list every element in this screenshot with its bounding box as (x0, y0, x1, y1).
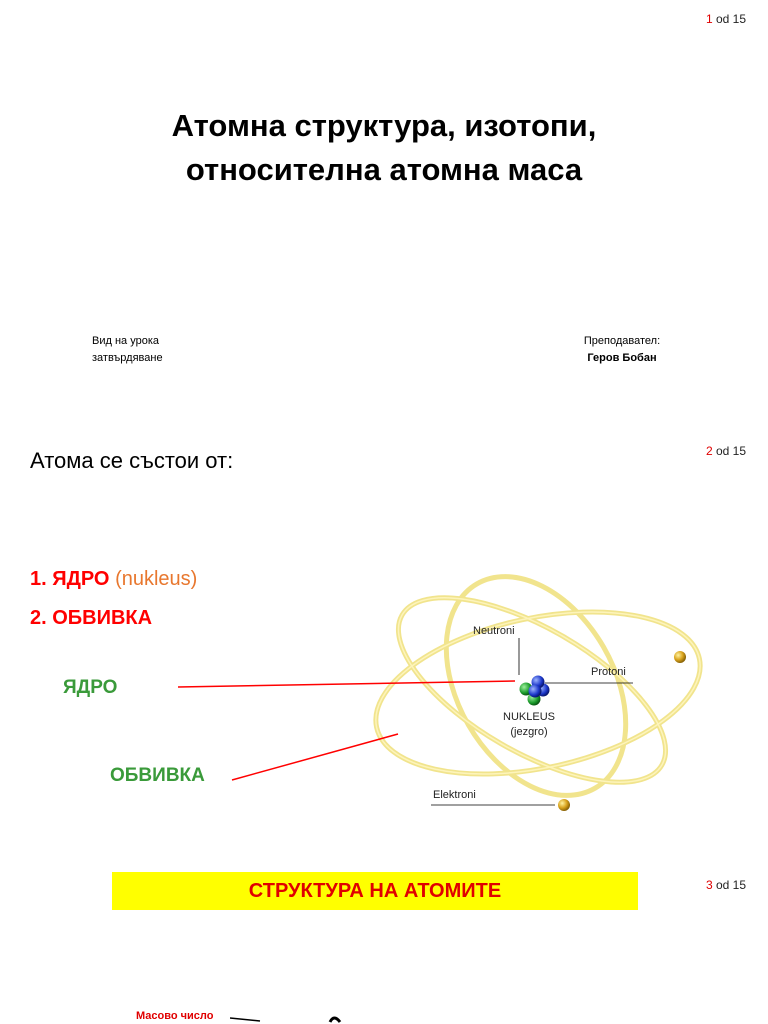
core-item-sub: (nukleus) (115, 568, 198, 590)
lesson-type (92, 333, 163, 367)
core-label: ЯДРО (63, 677, 118, 698)
page-current: 2 (705, 444, 713, 458)
nucleus-icon (520, 676, 550, 706)
slide-1 (0, 0, 768, 420)
list-item-shell: 2. ОБВИВКА (30, 607, 153, 629)
slide-title (0, 104, 768, 192)
page-total: od 15 (712, 12, 746, 26)
page-current: 3 (705, 878, 713, 892)
slide-2 (0, 428, 768, 858)
electron-icon (674, 651, 686, 663)
nucleus-sub-label: (jezgro) (510, 726, 548, 738)
teacher-name: Геров Бобан (587, 352, 657, 364)
protons-label: Protoni (591, 666, 626, 678)
teacher-label: Преподавател: (583, 335, 661, 347)
slide-3 (0, 862, 768, 1024)
shell-label: ОБВИВКА (110, 765, 205, 786)
core-item-label: 1. ЯДРО (30, 568, 110, 590)
page-number (706, 12, 746, 26)
lesson-type-label: Вид на урока (92, 335, 159, 347)
page-current: 1 (705, 12, 713, 26)
page-total: od 15 (712, 444, 746, 458)
shell-pointer-line (232, 734, 398, 780)
mass-arrow-icon (230, 1012, 370, 1024)
electrons-label: Elektroni (433, 789, 476, 801)
list-item-core (30, 568, 197, 591)
teacher (562, 333, 682, 367)
lesson-type-value: затвърдяване (92, 352, 163, 364)
nucleus-label: NUKLEUS (503, 711, 555, 723)
mass-number-label: Масово число (136, 1010, 214, 1022)
section-banner: СТРУКТУРА НА АТОМИТЕ (112, 872, 638, 910)
electron-icon (558, 799, 570, 811)
neutrons-label: Neutroni (473, 625, 515, 637)
page-total: od 15 (712, 878, 746, 892)
title-line-1: Атомна структура, изотопи, (171, 108, 597, 143)
page-number (706, 878, 746, 892)
core-pointer-line (178, 681, 515, 687)
slide-heading: Атома се състои от: (30, 448, 234, 473)
atom-diagram (0, 428, 768, 858)
title-line-2: относителна атомна маса (185, 152, 583, 187)
